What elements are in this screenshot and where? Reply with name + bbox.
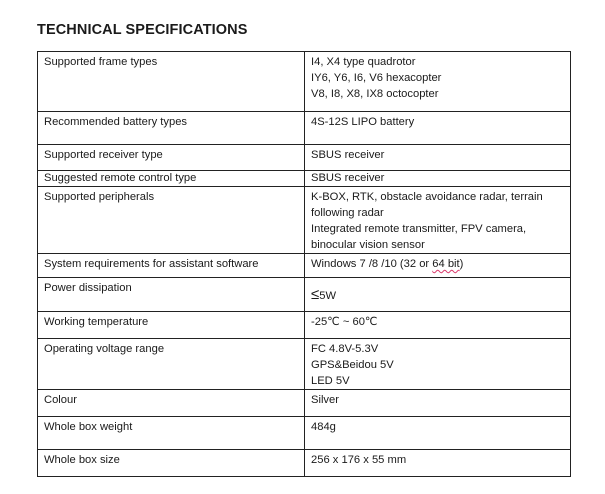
table-row: [38, 187, 571, 254]
table-row: [38, 52, 571, 112]
table-row: [38, 450, 571, 477]
spec-value: [305, 112, 571, 145]
spec-label: Whole box weight: [38, 417, 305, 450]
spec-value-line: Silver: [311, 394, 339, 406]
table-row: [38, 312, 571, 339]
spec-value: [305, 450, 571, 477]
spec-label: Working temperature: [38, 312, 305, 339]
page-title: TECHNICAL SPECIFICATIONS: [37, 22, 248, 38]
spec-value-line: SBUS receiver: [311, 172, 385, 184]
spec-value-text: 5W: [319, 290, 337, 302]
spec-value-line: Integrated remote transmitter, FPV camera, binocular vision sensor: [311, 223, 527, 251]
spec-value: [305, 278, 571, 312]
specifications-table: [37, 51, 571, 477]
table-row: [38, 278, 571, 312]
spec-label: Operating voltage range: [38, 339, 305, 390]
table-row: [38, 339, 571, 390]
spec-label: Power dissipation: [38, 278, 305, 312]
spec-label: Supported frame types: [38, 52, 305, 112]
spec-value-line: IY6, Y6, I6, V6 hexacopter: [311, 72, 442, 84]
table-row: [38, 254, 571, 278]
spec-value-line: -25℃ ~ 60℃: [311, 316, 378, 328]
spec-label: Supported peripherals: [38, 187, 305, 254]
table-row: [38, 145, 571, 171]
spec-label: Whole box size: [38, 450, 305, 477]
spellcheck-underlined-text: 64 bit: [432, 258, 460, 270]
spec-value: [305, 312, 571, 339]
spec-label: Colour: [38, 390, 305, 417]
spec-value-text: ): [459, 258, 464, 270]
spec-value-line: 4S-12S LIPO battery: [311, 116, 415, 128]
spec-value-text: Windows 7 /8 /10 (32 or: [311, 258, 433, 270]
spec-value: [305, 171, 571, 187]
spec-value-line: K-BOX, RTK, obstacle avoidance radar, terrain following radar: [311, 191, 543, 219]
spec-value: [305, 52, 571, 112]
spec-value: [305, 339, 571, 390]
less-or-equal-symbol: ≤: [311, 286, 320, 303]
spec-value-line: LED 5V: [311, 375, 350, 387]
spec-value-line: 256 x 176 x 55 mm: [311, 454, 407, 466]
spec-value-line: I4, X4 type quadrotor: [311, 56, 416, 68]
spec-label: Supported receiver type: [38, 145, 305, 171]
spec-value: [305, 145, 571, 171]
table-row: [38, 171, 571, 187]
spec-value: [305, 254, 571, 278]
spec-value: [305, 187, 571, 254]
spec-label: Recommended battery types: [38, 112, 305, 145]
spec-value: [305, 390, 571, 417]
table-row: [38, 390, 571, 417]
table-row: [38, 417, 571, 450]
table-row: [38, 112, 571, 145]
spec-label: Suggested remote control type: [38, 171, 305, 187]
spec-value-line: FC 4.8V-5.3V: [311, 343, 379, 355]
spec-value-line: V8, I8, X8, IX8 octocopter: [311, 88, 439, 100]
spec-value-line: SBUS receiver: [311, 149, 385, 161]
spec-label: System requirements for assistant software: [38, 254, 305, 278]
spec-value-line: GPS&Beidou 5V: [311, 359, 394, 371]
spec-value: [305, 417, 571, 450]
spec-value-line: 484g: [311, 421, 336, 433]
